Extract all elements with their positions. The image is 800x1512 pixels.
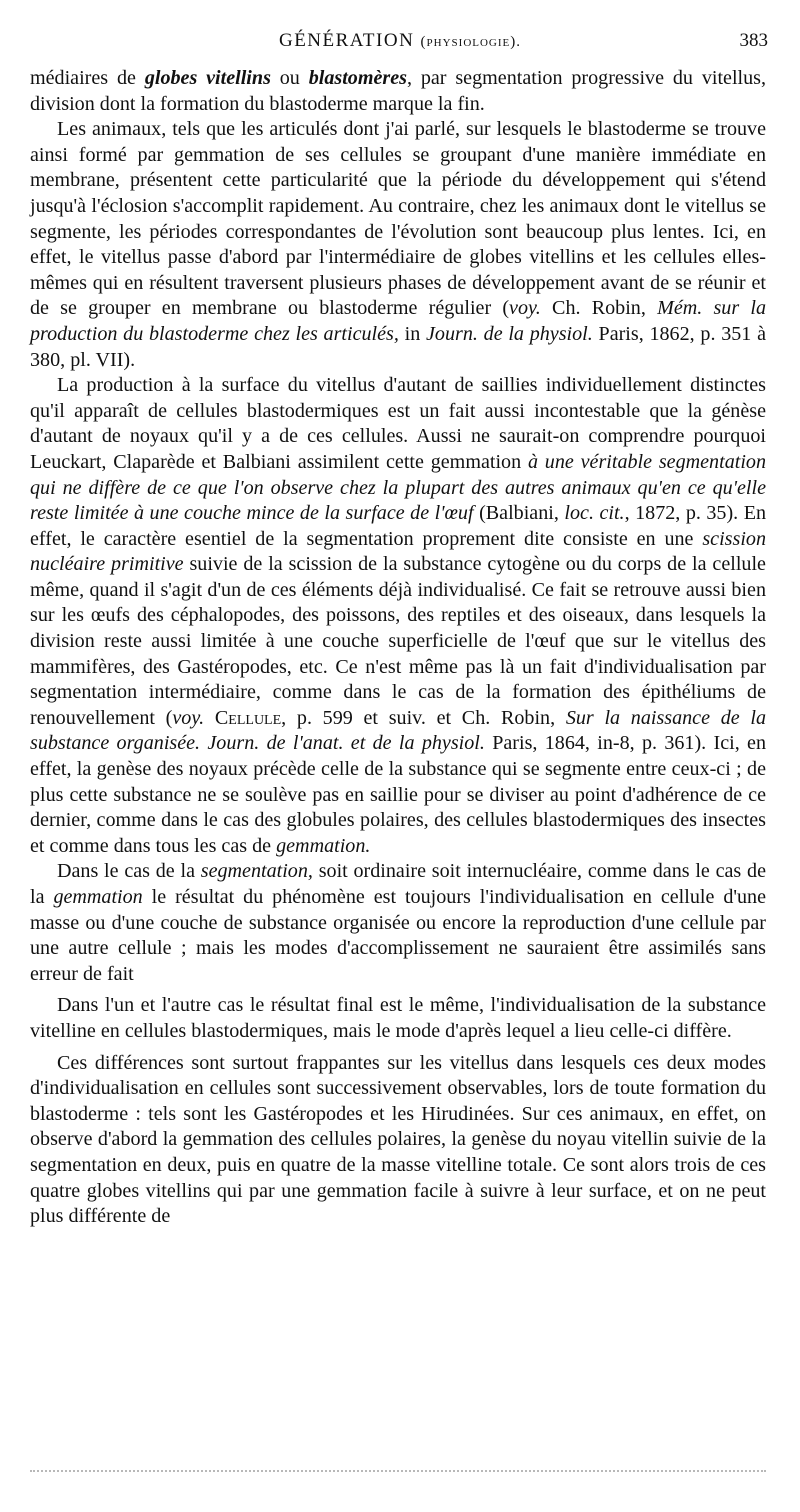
paragraph-6: Ces différences sont surtout frappantes sur les vitellus dans lesquels ces deux modes d'individualisation en cellules sont successivement observables, lors de toute formation du blastoderme : tels sont les Gastéropodes et les Hirudinées. Sur ces animaux, en effet, on observe d'abord la gemmation des cellules polaires, la genèse du noyau vitellin suivie de la segmentation en deux, puis en quatre de la masse vitelline totale. Ce sont alors trois de ces quatre globes vitellins qui par une gemmation facile à suivre à leur surface, et on ne peut plus différente de bbox=[30, 1051, 766, 1228]
running-title-sub: (physiologie). bbox=[420, 34, 522, 50]
italic-term: à une véritable segmentation qui ne diffère de ce que l'on observe chez la plupart des autres animaux qu'en ce qu'elle reste limitée à une couche mince de la surface de l'œuf bbox=[30, 450, 766, 525]
text-run: soit ordinaire soit internucléaire, comme dans le cas de la bbox=[30, 860, 766, 908]
italic-term: blastomères bbox=[308, 67, 407, 89]
paragraph-4 bbox=[30, 859, 766, 987]
italic-term: scission nucléaire primitive bbox=[30, 527, 766, 576]
text-run: médiaires de bbox=[30, 67, 145, 89]
running-title-main: GÉNÉRATION bbox=[278, 30, 415, 51]
italic-term: voy. bbox=[172, 706, 205, 729]
italic-term: Journ. de la physiol. bbox=[426, 322, 593, 345]
bottom-bleed-through-line bbox=[30, 1470, 766, 1474]
italic-term: gemmation. bbox=[276, 834, 371, 857]
text-run: Dans le cas de la bbox=[57, 860, 201, 883]
text-run: (Balbiani, bbox=[473, 502, 565, 525]
italic-term: Mém. sur la production du blastoderme chez les articulés, bbox=[30, 297, 766, 345]
small-caps-term: Cellule bbox=[204, 706, 282, 729]
text-run: Les animaux, tels que les articulés dont j'ai parlé, sur lesquels le blastoderme se trouve ainsi formé par gemmation de ses cellules se groupant d'une manière immédiate en membrane, présentent cette particularité que la période du développement qui s'étend jusqu'à l'éclosion s'accomplit rapidement. Au contraire, chez les animaux dont le vitellus se segmente, les périodes correspondantes de l'évolution sont beaucoup plus lentes. Ici, en effet, le vitellus passe d'abord par l'intermédiaire de globes vitellins et les cellules elles-mêmes qui en résultent traversent plusieurs phases de développement avant de se réunir et de se grouper en membrane ou blastoderme régulier ( bbox=[30, 118, 766, 320]
text-run: ou bbox=[270, 67, 309, 89]
text-run: in bbox=[398, 322, 427, 345]
text-run: , p. 599 et suiv. et Ch. Robin, bbox=[281, 706, 566, 729]
page-number: 383 bbox=[739, 30, 768, 51]
text-run: , par segmentation progressive du vitellus, division dont la formation du blastoderme marque la fin. bbox=[30, 67, 767, 115]
paragraph-1 bbox=[30, 66, 766, 117]
text-run: , 1872, p. 35). En effet, le caractère esentiel de la segmentation proprement dite consiste en une bbox=[30, 502, 767, 550]
italic-term: globes vitellins bbox=[144, 67, 271, 89]
italic-term: voy. bbox=[509, 297, 541, 320]
text-run: le résultat du phénomène est toujours l'individualisation en cellule d'une masse ou d'une couche de substance organisée ou encore la reproduction d'une cellule par une autre cellule ; mais les modes d'accomplissement ne sauraient être assimilés sans erreur de fait bbox=[30, 886, 766, 985]
paragraph-5: Dans l'un et l'autre cas le résultat final est le même, l'individualisation de la substance vitelline en cellules blastodermiques, mais le mode d'après lequel a lieu celle-ci diffère. bbox=[30, 994, 766, 1042]
body-text bbox=[30, 66, 766, 1230]
text-run: La production à la surface du vitellus d'autant de saillies individuellement distinctes qu'il apparaît de cellules blastodermiques est un fait aussi incontestable que la génèse d'autant de noyaux qu'il y a de ces cellules. Aussi ne saurait-on comprendre pourquoi Leuckart, Claparède et Balbiani assimilent cette gemmation bbox=[30, 374, 766, 473]
italic-term: segmentation, bbox=[200, 860, 313, 883]
text-run: Paris, 1864, in-8, p. 361). Ici, en effet, la genèse des noyaux précède celle de la substance qui se segmente entre ceux-ci ; de plus cette substance ne se soulève pas en saillie pour se diviser au point d'adhérence de ce dernier, comme dans le cas des globules polaires, des cellules blastodermiques des insectes et comme dans tous les cas de bbox=[30, 732, 766, 857]
italic-term: gemmation bbox=[53, 886, 143, 908]
italic-term: Sur la naissance de la substance organisée. Journ. de l'anat. et de la physiol. bbox=[30, 706, 767, 755]
running-header bbox=[30, 30, 770, 58]
text-run: Ch. Robin, bbox=[540, 297, 658, 320]
paragraph-2 bbox=[30, 117, 766, 373]
text-run: suivie de la scission de la substance cytogène ou du corps de la cellule même, quand il s'agit d'un de ces éléments déjà individualisé. Ce fait se retrouve aussi bien sur les œufs des céphalopodes, des poissons, des reptiles et des oiseaux, dans lesquels la division reste aussi limitée à une couche superficielle de l'œuf que sur le vitellus des mammifères, des Gastéropodes, etc. Ce n'est même pas là un fait d'individualisation par segmentation intermédiaire, comme dans le cas de la formation des épithéliums de renouvellement ( bbox=[30, 553, 766, 729]
paragraph-3 bbox=[30, 373, 766, 859]
italic-term: loc. cit. bbox=[564, 502, 625, 525]
running-title bbox=[30, 30, 770, 52]
text-run: Paris, 1862, p. 351 à 380, pl. VII). bbox=[30, 322, 766, 371]
